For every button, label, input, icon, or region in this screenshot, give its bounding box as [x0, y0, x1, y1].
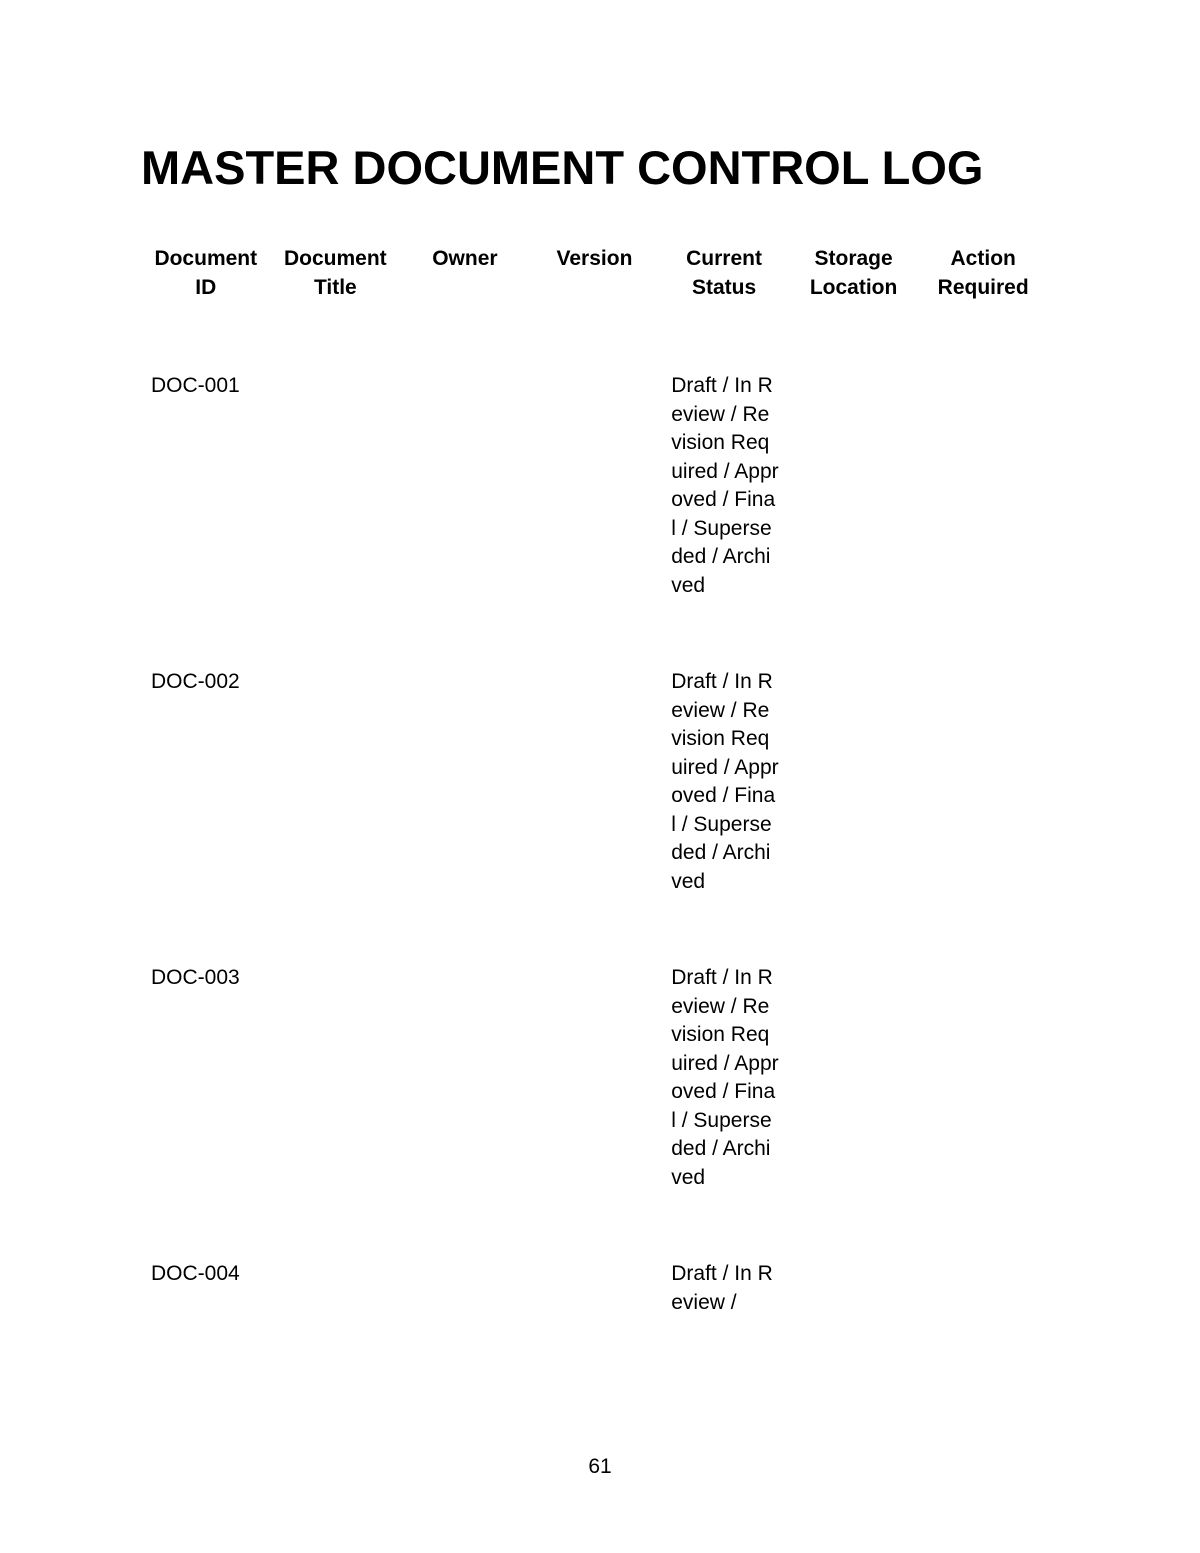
- document-control-table: [141, 244, 1048, 1319]
- cell-current-status: Draft / In Review / Revision Required / Approved / Final / Superseded / Archived: [671, 374, 779, 597]
- cell-storage-location: [789, 668, 919, 896]
- cell-action-required: [918, 1260, 1048, 1319]
- column-header-action-required: Action Required: [937, 247, 1029, 299]
- cell-document-id: DOC-003: [151, 966, 240, 989]
- cell-version: [530, 372, 660, 600]
- cell-current-status: Draft / In Review /: [671, 1262, 773, 1314]
- column-header-owner: Owner: [432, 247, 498, 270]
- cell-current-status: Draft / In Review / Revision Required / Approved / Final / Superseded / Archived: [671, 670, 779, 893]
- cell-document-title: [271, 668, 401, 896]
- cell-document-title: [271, 1260, 401, 1319]
- table-header-row: [141, 244, 1048, 305]
- table-row: [141, 372, 1048, 600]
- cell-owner: [400, 372, 530, 600]
- cell-document-title: [271, 964, 401, 1192]
- cell-owner: [400, 964, 530, 1192]
- cell-document-id: DOC-002: [151, 670, 240, 693]
- cell-storage-location: [789, 1260, 919, 1319]
- cell-action-required: [918, 668, 1048, 896]
- table-row: [141, 1260, 1048, 1319]
- cell-current-status: Draft / In Review / Revision Required / Approved / Final / Superseded / Archived: [671, 966, 779, 1189]
- cell-document-id: DOC-004: [151, 1262, 240, 1285]
- cell-action-required: [918, 964, 1048, 1192]
- cell-version: [530, 668, 660, 896]
- cell-document-title: [271, 372, 401, 600]
- column-header-document-id: Document ID: [154, 247, 258, 299]
- cell-owner: [400, 1260, 530, 1319]
- cell-document-id: DOC-001: [151, 374, 240, 397]
- table-row: [141, 964, 1048, 1192]
- page-title: MASTER DOCUMENT CONTROL LOG: [141, 141, 984, 194]
- cell-action-required: [918, 372, 1048, 600]
- column-header-document-title: Document Title: [284, 247, 387, 299]
- cell-storage-location: [789, 372, 919, 600]
- column-header-version: Version: [556, 247, 633, 270]
- cell-storage-location: [789, 964, 919, 1192]
- page-number: 61: [588, 1455, 612, 1478]
- cell-version: [530, 964, 660, 1192]
- cell-owner: [400, 668, 530, 896]
- cell-version: [530, 1260, 660, 1319]
- column-header-current-status: Current Status: [686, 247, 762, 299]
- table-row: [141, 668, 1048, 896]
- column-header-storage-location: Storage Location: [809, 247, 898, 299]
